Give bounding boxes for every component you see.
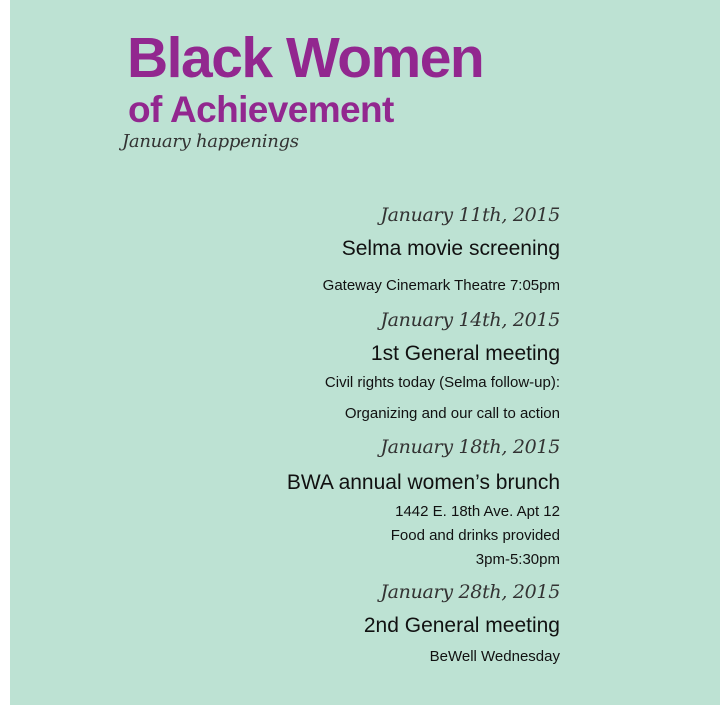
event-1-title: Selma movie screening [341,237,560,260]
subtitle: January happenings [122,131,299,152]
event-3-date: January 18th, 2015 [380,436,560,458]
flyer [10,0,720,705]
event-3-detail-1: 1442 E. 18th Ave. Apt 12 [395,503,560,520]
event-2-detail-1: Civil rights today (Selma follow-up): [324,374,560,391]
event-4-detail-1: BeWell Wednesday [429,648,560,665]
event-3-title: BWA annual women’s brunch [286,471,560,494]
event-2-detail-2: Organizing and our call to action [344,405,560,422]
event-1-date: January 11th, 2015 [380,204,560,226]
event-3-detail-3: 3pm-5:30pm [475,551,560,568]
event-4-date: January 28th, 2015 [380,581,560,603]
event-2-title: 1st General meeting [370,342,560,365]
title-line-2: of Achievement [128,89,394,130]
event-1-detail-1: Gateway Cinemark Theatre 7:05pm [322,277,560,294]
event-4-title: 2nd General meeting [363,614,560,637]
event-2-date: January 14th, 2015 [380,309,560,331]
event-3-detail-2: Food and drinks provided [390,527,560,544]
title-line-1: Black Women [127,26,484,90]
